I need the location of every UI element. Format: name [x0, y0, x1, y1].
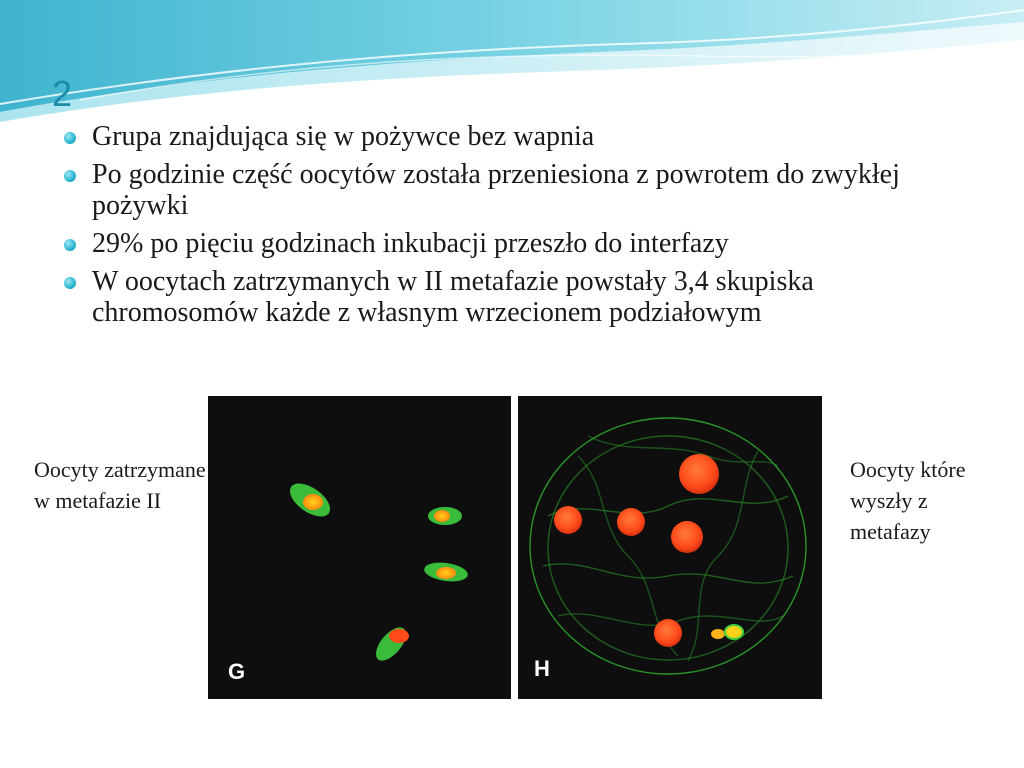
panel-h-label: H	[534, 656, 550, 681]
bullet-dot-icon	[64, 170, 76, 182]
bullet-item	[62, 159, 932, 221]
bullet-item	[62, 121, 932, 152]
caption-left: Oocyty zatrzymane w metafazie II	[34, 457, 206, 513]
bullet-item	[62, 266, 932, 328]
bullet-text: Po godzinie część oocytów została przeniesiona z powrotem do zwykłej pożywki	[92, 159, 900, 221]
micrograph-panel-g	[208, 396, 511, 699]
caption-right: Oocyty które wyszły z metafazy	[850, 457, 966, 544]
nucleus	[671, 521, 703, 553]
chromosome-cluster	[711, 629, 725, 639]
bullet-text: Grupa znajdująca się w pożywce bez wapnia	[92, 121, 595, 152]
nucleus	[617, 508, 645, 536]
chromosome-cluster	[725, 625, 743, 639]
bullet-dot-icon	[64, 132, 76, 144]
micrograph-panel-h	[518, 396, 822, 699]
bullet-dot-icon	[64, 277, 76, 289]
bullet-list	[62, 121, 932, 335]
spindle-cluster	[428, 507, 462, 525]
nucleus	[679, 454, 719, 494]
bullet-text: W oocytach zatrzymanych w II metafazie powstały 3,4 skupiska chromosomów każde z własnym wrzecionem podziałowym	[92, 266, 814, 328]
bullet-text: 29% po pięciu godzinach inkubacji przeszło do interfazy	[92, 228, 729, 259]
nucleus	[654, 619, 682, 647]
panel-g-label: G	[228, 659, 246, 684]
bullet-item	[62, 228, 932, 259]
header-wave-decoration	[0, 0, 1024, 130]
slide-title: 2	[52, 73, 73, 114]
bullet-dot-icon	[64, 239, 76, 251]
nucleus	[554, 506, 582, 534]
